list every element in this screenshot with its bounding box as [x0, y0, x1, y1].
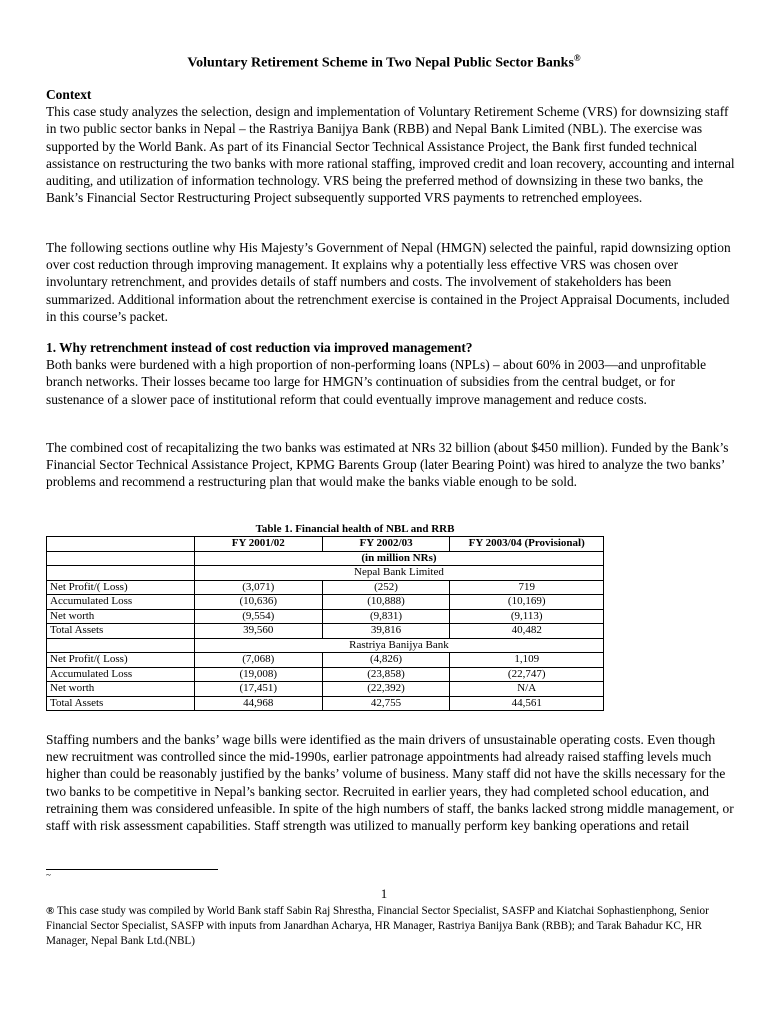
section-name-cell: Rastriya Banijya Bank [194, 638, 603, 653]
value-cell: (7,068) [194, 653, 322, 668]
section-1 [46, 339, 736, 408]
context-heading: Context [46, 87, 92, 102]
value-cell: 1,109 [450, 653, 604, 668]
table-section-row [47, 638, 604, 653]
section-1-paragraph-3: Staffing numbers and the banks’ wage bills were identified as the main drivers of unsustainable operating costs. Even though new recruitment was controlled since the mid-1990s, earlier patronage appointments had already raised staffing levels much higher than could be reasonably justified by the banks’ volume of business. Many staff did not have the skills necessary for the two banks to be competitive in Nepal’s banking sector. Recruited in earlier years, they had completed school education, and retraining them was considered unfeasible. In spite of the high numbers of staff, the banks lacked strong middle management, or staff with risk assessment capabilities. Staff strength was utilized to manually perform key banking operations and retail [46, 732, 734, 834]
financial-table [46, 536, 604, 711]
value-cell: (3,071) [194, 580, 322, 595]
row-label-cell: Total Assets [47, 624, 195, 639]
title-text: Voluntary Retirement Scheme in Two Nepal Public Sector Banks [187, 55, 574, 71]
row-label-cell: Net worth [47, 682, 195, 697]
column-header: FY 2001/02 [194, 537, 322, 552]
footnote-tick: ~ [46, 870, 51, 880]
column-header: FY 2003/04 (Provisional) [450, 537, 604, 552]
document-title [0, 53, 768, 72]
footnote-mark: ® [46, 905, 55, 917]
value-cell: (23,858) [322, 667, 450, 682]
value-cell: (22,392) [322, 682, 450, 697]
section-blank-cell [47, 566, 195, 581]
table-row [47, 624, 604, 639]
header-blank-cell [47, 537, 195, 552]
value-cell: (10,636) [194, 595, 322, 610]
value-cell: 44,561 [450, 696, 604, 711]
value-cell: 40,482 [450, 624, 604, 639]
footnote-separator [46, 869, 218, 870]
column-header: FY 2002/03 [322, 537, 450, 552]
section-blank-cell [47, 638, 195, 653]
row-label-cell: Net worth [47, 609, 195, 624]
value-cell: 39,560 [194, 624, 322, 639]
row-label-cell: Accumulated Loss [47, 667, 195, 682]
value-cell: (9,554) [194, 609, 322, 624]
section-1-paragraph-3-block [46, 731, 736, 834]
section-1-paragraph-2: The combined cost of recapitalizing the two banks was estimated at NRs 32 billion (about $450 million). Funded by the Bank’s Financial Sector Technical Assistance Project, KPMG Barents Group (later Bearing Point) was hired to analyze the two banks’ problems and recommend a restructuring plan that would make the banks viable enough to be sold. [46, 440, 729, 490]
value-cell: (10,169) [450, 595, 604, 610]
value-cell: (19,008) [194, 667, 322, 682]
row-label-cell: Total Assets [47, 696, 195, 711]
table-body [47, 566, 604, 711]
value-cell: (9,831) [322, 609, 450, 624]
row-label-cell: Net Profit/( Loss) [47, 653, 195, 668]
table-section-row [47, 566, 604, 581]
value-cell: (4,826) [322, 653, 450, 668]
table-row [47, 667, 604, 682]
unit-cell: (in million NRs) [194, 551, 603, 566]
value-cell: (17,451) [194, 682, 322, 697]
title-footnote-mark: ® [573, 53, 581, 63]
value-cell: 42,755 [322, 696, 450, 711]
footnote [46, 904, 726, 949]
section-1-paragraph-1: Both banks were burdened with a high proportion of non-performing loans (NPLs) – about 60% in 2003—and unprofitable branch networks. Their losses became too large for HMGN’s continuation of subsidies from the central budget, or for sustenance of a slower pace of institutional reform that could eventually improve management and reduce costs. [46, 357, 707, 407]
table-row [47, 653, 604, 668]
value-cell: 719 [450, 580, 604, 595]
row-label-cell: Net Profit/( Loss) [47, 580, 195, 595]
page-number: 1 [380, 886, 388, 901]
table-header-row [47, 537, 604, 552]
unit-row [47, 551, 604, 566]
value-cell: (252) [322, 580, 450, 595]
context-section [46, 86, 736, 206]
context-paragraph-2-block [46, 239, 736, 325]
section-name-cell: Nepal Bank Limited [194, 566, 603, 581]
table-row [47, 580, 604, 595]
section-1-heading: 1. Why retrenchment instead of cost reduction via improved management? [46, 340, 473, 355]
table-caption: Table 1. Financial health of NBL and RRB [255, 523, 455, 535]
table-row [47, 609, 604, 624]
value-cell: (22,747) [450, 667, 604, 682]
financial-health-table [46, 522, 604, 711]
value-cell: 39,816 [322, 624, 450, 639]
value-cell: (9,113) [450, 609, 604, 624]
value-cell: (10,888) [322, 595, 450, 610]
table-row [47, 595, 604, 610]
unit-blank-cell [47, 551, 195, 566]
value-cell: N/A [450, 682, 604, 697]
table-row [47, 696, 604, 711]
context-paragraph-1: This case study analyzes the selection, design and implementation of Voluntary Retirement Scheme (VRS) for downsizing staff in two public sector banks in Nepal – the Rastriya Banijya Bank (RBB) and Nepal Bank Limited (NBL). The exercise was supported by the World Bank. As part of its Financial Sector Technical Assistance Project, the Bank first funded technical assistance on restructuring the two banks with more rational staffing, improved credit and loan recovery, accounting and internal auditing, and utilization of information technology. VRS being the preferred method of downsizing in these two banks, the Bank’s Financial Sector Restructuring Project subsequently supported VRS payments to retrenched employees. [46, 104, 735, 206]
table-row [47, 682, 604, 697]
row-label-cell: Accumulated Loss [47, 595, 195, 610]
value-cell: 44,968 [194, 696, 322, 711]
footnote-text: This case study was compiled by World Bank staff Sabin Raj Shrestha, Financial Sector Specialist, SASFP and Kiatchai Sophastienphong, Senior Financial Sector Specialist, SASFP with inputs from Janardhan Acharya, HR Manager, Rastriya Banijya Bank (RBB); and Tarak Bahadur KC, HR Manager, Nepal Bank Ltd.(NBL) [46, 905, 709, 947]
context-paragraph-2: The following sections outline why His Majesty’s Government of Nepal (HMGN) selected the painful, rapid downsizing option over cost reduction through improving management. It explains why a potentially less effective VRS was chosen over involuntary retrenchment, and provides details of staff numbers and costs. The involvement of stakeholders has been summarized. Additional information about the retrenchment exercise is contained in the Project Appraisal Documents, included in this course’s packet. [46, 240, 731, 324]
section-1-paragraph-2-block [46, 439, 736, 491]
